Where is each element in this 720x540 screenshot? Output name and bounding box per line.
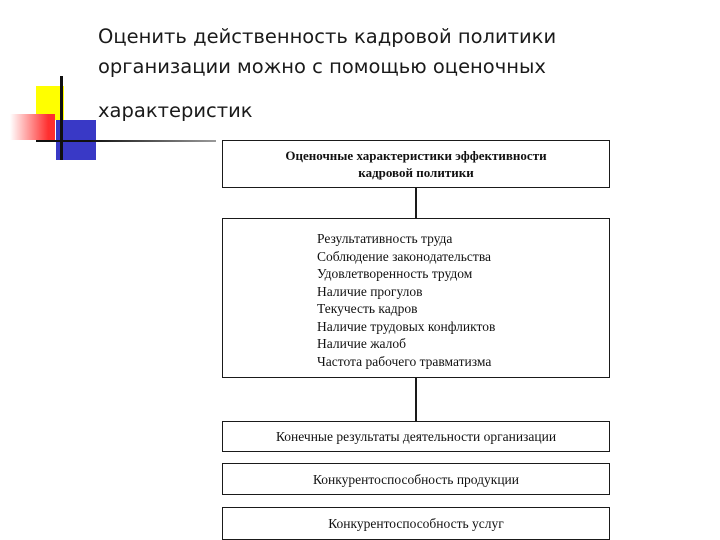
title-line-1: Оценить действенность кадровой политики	[98, 25, 557, 48]
criteria-item: Удовлетворенность трудом	[317, 266, 473, 281]
product-competitiveness-box: Конкурентоспособность продукции	[222, 463, 610, 495]
connector-criteria-to-results	[415, 378, 417, 421]
criteria-item: Соблюдение законодательства	[317, 248, 492, 264]
criteria-item: Частота рабочего травматизма	[317, 353, 492, 369]
slide-title	[98, 22, 658, 126]
service-competitiveness-box: Конкурентоспособность услуг	[222, 507, 610, 540]
criteria-item: Наличие трудовых конфликтов	[317, 318, 496, 334]
header-line-1: Оценочные характеристики эффективности	[285, 148, 547, 163]
criteria-box	[222, 218, 610, 378]
criteria-item: Текучесть кадров	[317, 301, 418, 316]
criteria-item: Результативность труда	[317, 231, 453, 246]
criteria-item: Наличие жалоб	[317, 336, 406, 351]
criteria-item: Наличие прогулов	[317, 283, 423, 299]
criteria-list	[223, 219, 609, 370]
decorative-horizontal-line	[36, 140, 216, 142]
title-line-3: характеристик	[98, 99, 253, 122]
connector-header-to-criteria	[415, 188, 417, 218]
decorative-vertical-line	[60, 76, 63, 160]
diagram-header-box	[222, 140, 610, 188]
decorative-red-gradient-bar	[10, 114, 55, 140]
title-line-2: организации можно с помощью оценочных	[98, 55, 546, 78]
results-box: Конечные результаты деятельности организации	[222, 421, 610, 452]
header-line-2: кадровой политики	[358, 165, 474, 180]
